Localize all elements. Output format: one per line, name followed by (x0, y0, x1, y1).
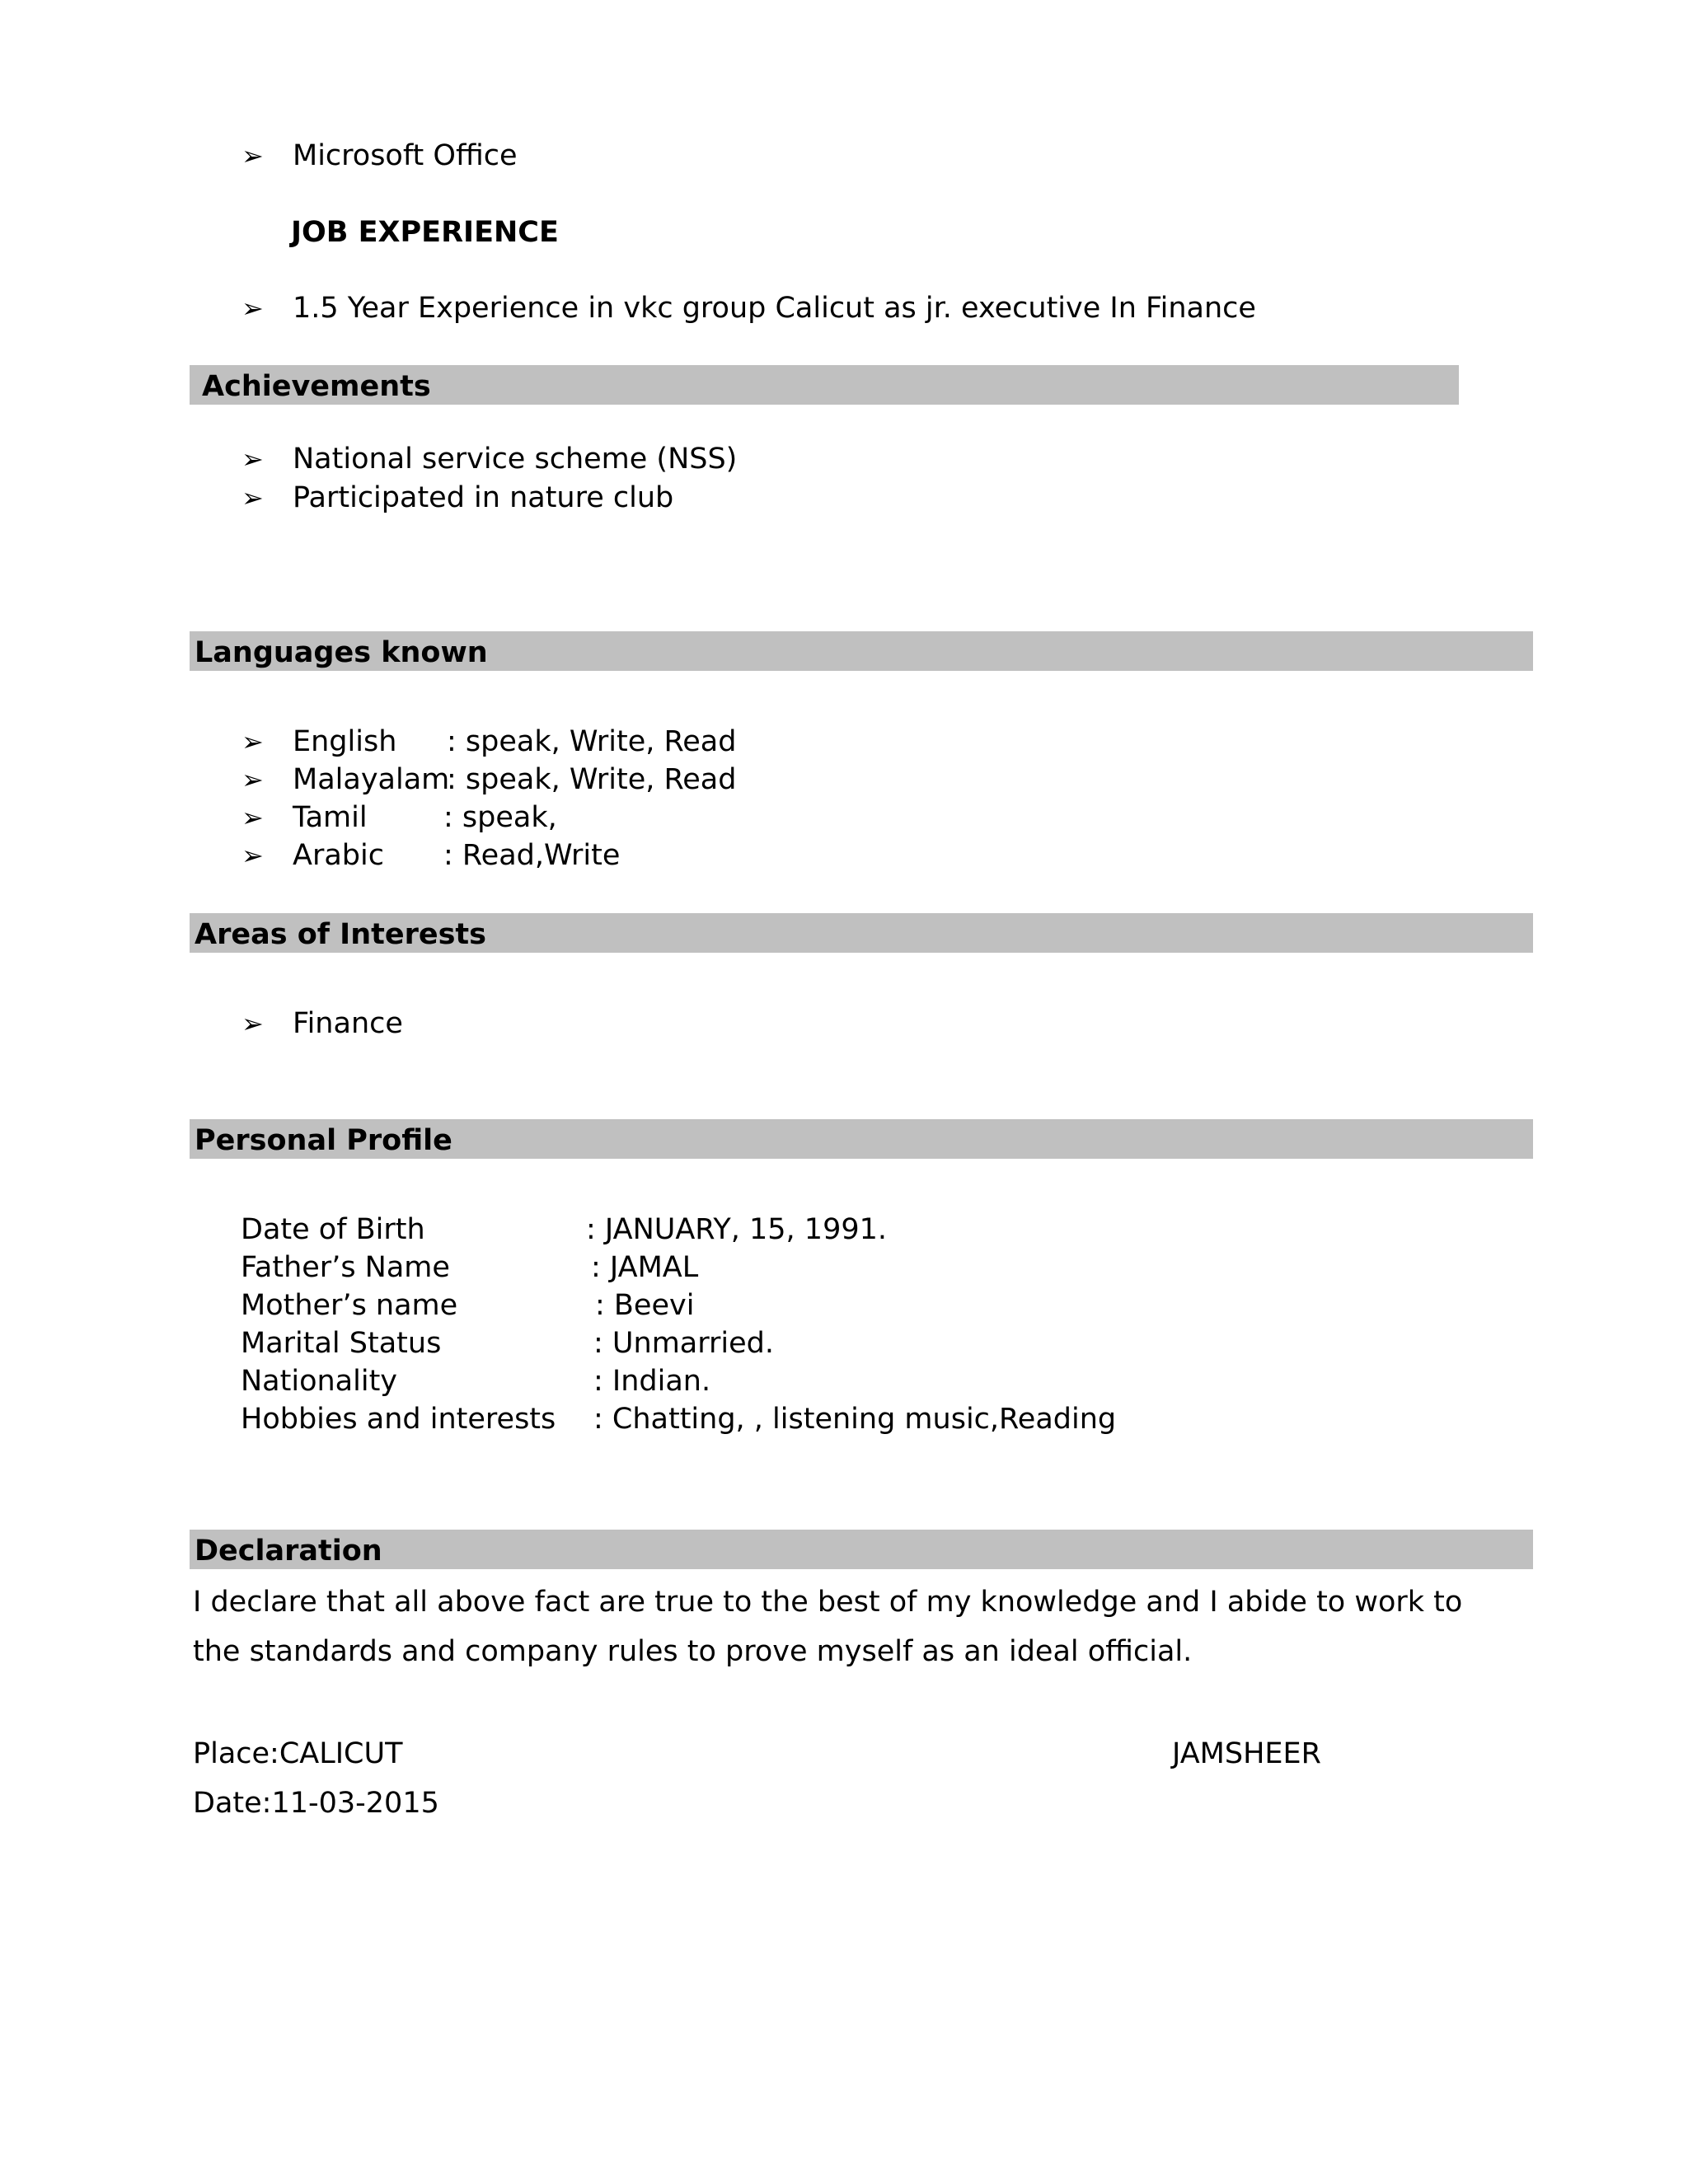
profile-value: : Unmarried. (593, 1327, 775, 1360)
job-experience-item: 1.5 Year Experience in vkc group Calicut as jr. executive In Finance (293, 292, 1256, 325)
profile-heading: Personal Profile (195, 1124, 452, 1157)
declaration-section-bar (190, 1530, 1533, 1569)
bullet-arrow-icon: ➢ (241, 1008, 264, 1039)
profile-value: : Chatting, , listening music,Reading (593, 1403, 1117, 1436)
bullet-arrow-icon: ➢ (241, 802, 264, 833)
place-field: Place:CALICUT (193, 1737, 403, 1770)
profile-value: : JAMAL (591, 1251, 699, 1284)
profile-section-bar (190, 1119, 1533, 1159)
signature-name: JAMSHEER (1172, 1737, 1321, 1770)
declaration-text-line: I declare that all above fact are true to the best of my knowledge and I abide to work to (193, 1586, 1463, 1619)
achievements-section-bar (190, 365, 1459, 405)
achievements-heading: Achievements (202, 370, 431, 403)
bullet-arrow-icon: ➢ (241, 293, 264, 324)
languages-section-bar (190, 631, 1533, 671)
profile-value: : Indian. (593, 1365, 711, 1398)
achievement-item: National service scheme (NSS) (293, 443, 738, 476)
language-skills: : Read,Write (443, 839, 621, 872)
bullet-arrow-icon: ➢ (241, 840, 264, 871)
language-skills: : speak, (443, 801, 557, 834)
bullet-arrow-icon: ➢ (241, 482, 264, 513)
language-name: English (293, 725, 397, 758)
bullet-arrow-icon: ➢ (241, 140, 264, 171)
profile-label: Date of Birth (241, 1213, 425, 1246)
profile-label: Hobbies and interests (241, 1403, 556, 1436)
interests-section-bar (190, 913, 1533, 953)
languages-heading: Languages known (195, 636, 488, 669)
date-field: Date:11-03-2015 (193, 1787, 439, 1820)
skill-item: Microsoft Office (293, 139, 518, 172)
declaration-text-line: the standards and company rules to prove myself as an ideal official. (193, 1635, 1193, 1668)
language-skills: : speak, Write, Read (447, 763, 737, 796)
profile-label: Father’s Name (241, 1251, 450, 1284)
bullet-arrow-icon: ➢ (241, 726, 264, 757)
interest-item: Finance (293, 1007, 403, 1040)
profile-label: Mother’s name (241, 1289, 458, 1322)
language-name: Arabic (293, 839, 384, 872)
bullet-arrow-icon: ➢ (241, 764, 264, 795)
declaration-heading: Declaration (195, 1535, 382, 1568)
profile-label: Marital Status (241, 1327, 442, 1360)
language-name: Malayalam (293, 763, 450, 796)
interests-heading: Areas of Interests (195, 918, 486, 951)
profile-value: : Beevi (595, 1289, 695, 1322)
bullet-arrow-icon: ➢ (241, 443, 264, 475)
profile-label: Nationality (241, 1365, 398, 1398)
profile-value: : JANUARY, 15, 1991. (586, 1213, 888, 1246)
language-name: Tamil (293, 801, 368, 834)
language-skills: : speak, Write, Read (447, 725, 737, 758)
achievement-item: Participated in nature club (293, 481, 674, 514)
job-experience-heading: JOB EXPERIENCE (291, 216, 559, 249)
